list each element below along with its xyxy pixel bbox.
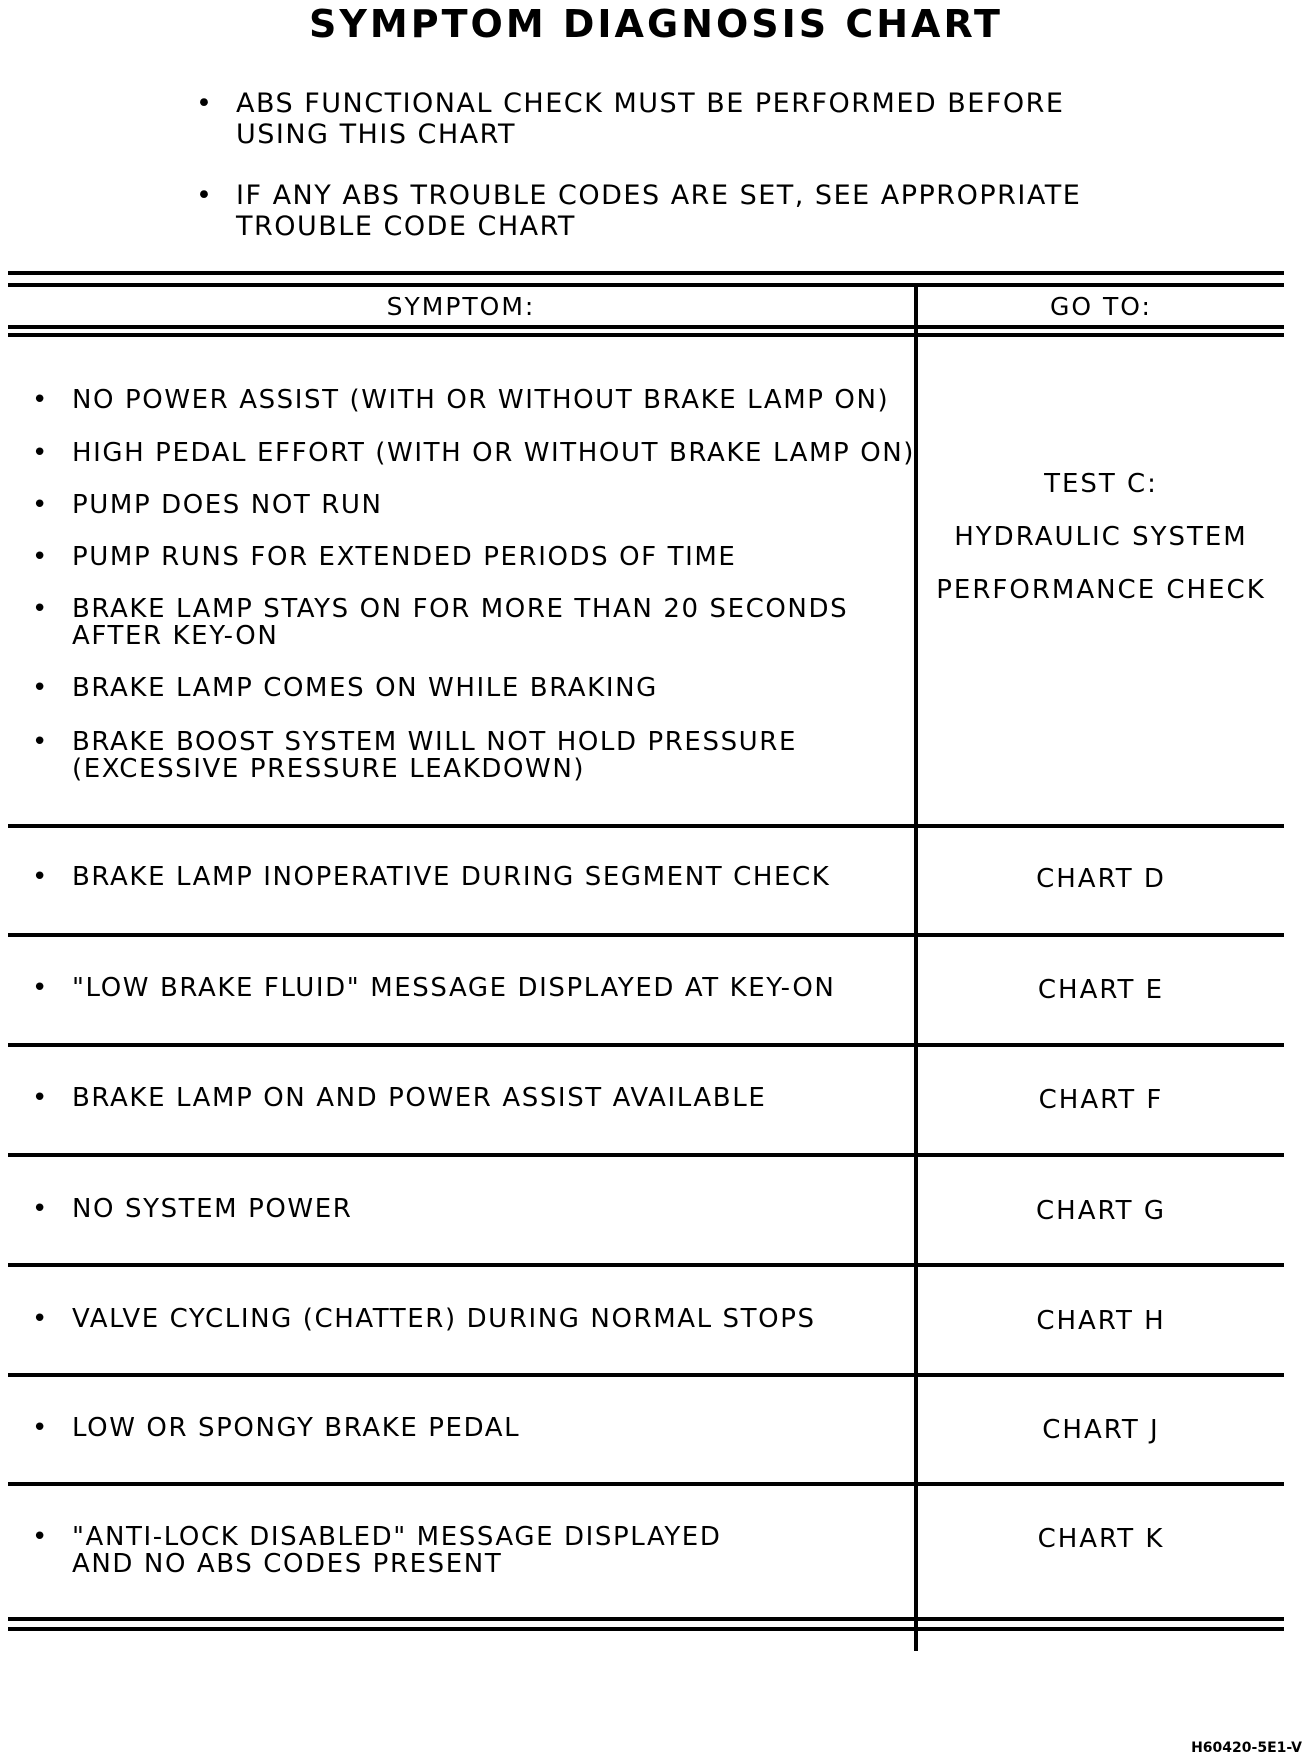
note-item <box>196 88 1081 150</box>
symptom-text: BRAKE LAMP COMES ON WHILE BRAKING <box>72 673 658 703</box>
row-divider <box>8 1482 1284 1486</box>
bullet-icon: • <box>32 542 49 572</box>
symptom-item <box>32 387 889 414</box>
bullet-icon: • <box>32 1304 49 1334</box>
goto-column-header: GO TO: <box>1050 292 1152 321</box>
row-divider <box>8 1263 1284 1267</box>
symptom-text: HIGH PEDAL EFFORT (WITH OR WITHOUT BRAKE LAMP ON) <box>72 438 916 468</box>
row-divider <box>8 1373 1284 1377</box>
bullet-icon: • <box>32 727 49 757</box>
symptom-item <box>32 544 736 571</box>
symptom-text: "ANTI-LOCK DISABLED" MESSAGE DISPLAYED AND NO ABS CODES PRESENT <box>72 1522 722 1579</box>
symptom-text: BRAKE BOOST SYSTEM WILL NOT HOLD PRESSURE (EXCESSIVE PRESSURE LEAKDOWN) <box>72 727 797 784</box>
symptom-item <box>32 675 658 702</box>
header-rule <box>8 325 1284 329</box>
bullet-icon: • <box>32 1413 49 1443</box>
bullet-icon: • <box>32 1083 49 1113</box>
note-text: ABS FUNCTIONAL CHECK MUST BE PERFORMED BEFORE USING THIS CHART <box>236 88 1065 150</box>
goto-chart: CHART D <box>1036 864 1166 894</box>
symptom-item <box>32 1196 352 1223</box>
table-top-rule <box>8 271 1284 275</box>
bullet-icon: • <box>196 88 214 119</box>
goto-line: PERFORMANCE CHECK <box>936 575 1266 605</box>
note-text: IF ANY ABS TROUBLE CODES ARE SET, SEE APPROPRIATE TROUBLE CODE CHART <box>236 180 1082 242</box>
figure-code: H60420-5E1-V <box>1191 1740 1302 1756</box>
symptom-text: NO SYSTEM POWER <box>72 1194 353 1224</box>
symptom-item <box>32 1524 721 1578</box>
bullet-icon: • <box>32 594 49 624</box>
symptom-item <box>32 596 848 650</box>
goto-line: TEST C: <box>1044 469 1158 499</box>
symptom-text: BRAKE LAMP INOPERATIVE DURING SEGMENT CHECK <box>72 862 831 892</box>
symptom-text: NO POWER ASSIST (WITH OR WITHOUT BRAKE LAMP ON) <box>72 385 890 415</box>
symptom-item <box>32 1085 766 1112</box>
goto-chart: CHART K <box>1037 1524 1165 1554</box>
bullet-icon: • <box>32 438 49 468</box>
bullet-icon: • <box>32 1194 49 1224</box>
symptom-item <box>32 1415 520 1442</box>
bullet-icon: • <box>32 490 49 520</box>
table-bottom-rule <box>8 1617 1284 1621</box>
symptom-text: VALVE CYCLING (CHATTER) DURING NORMAL STOPS <box>72 1304 816 1334</box>
precondition-notes <box>196 88 1081 272</box>
bullet-icon: • <box>196 180 214 211</box>
goto-chart: CHART G <box>1036 1196 1166 1226</box>
page-title: SYMPTOM DIAGNOSIS CHART <box>309 2 1003 46</box>
row-divider <box>8 824 1284 828</box>
symptom-text: BRAKE LAMP STAYS ON FOR MORE THAN 20 SECONDS AFTER KEY-ON <box>72 594 849 651</box>
symptom-item <box>32 975 835 1002</box>
symptom-text: "LOW BRAKE FLUID" MESSAGE DISPLAYED AT KEY-ON <box>72 973 836 1003</box>
bullet-icon: • <box>32 862 49 892</box>
symptom-text: LOW OR SPONGY BRAKE PEDAL <box>72 1413 521 1443</box>
bullet-icon: • <box>32 673 49 703</box>
symptom-item <box>32 729 797 783</box>
goto-line: HYDRAULIC SYSTEM <box>954 522 1248 552</box>
row-divider <box>8 1043 1284 1047</box>
goto-chart: CHART H <box>1036 1306 1166 1336</box>
symptom-item <box>32 440 915 467</box>
symptom-item <box>32 492 383 519</box>
symptom-text: BRAKE LAMP ON AND POWER ASSIST AVAILABLE <box>72 1083 767 1113</box>
goto-chart: CHART F <box>1038 1085 1164 1115</box>
symptom-text: PUMP RUNS FOR EXTENDED PERIODS OF TIME <box>72 542 737 572</box>
note-item <box>196 180 1081 242</box>
goto-chart: CHART J <box>1042 1415 1160 1445</box>
goto-chart: CHART E <box>1037 975 1165 1005</box>
symptom-column-header: SYMPTOM: <box>386 292 536 321</box>
symptom-item <box>32 1306 816 1333</box>
table-bottom-rule <box>8 1627 1284 1631</box>
table-top-rule <box>8 283 1284 287</box>
row-divider <box>8 1153 1284 1157</box>
header-rule <box>8 333 1284 337</box>
goto-test-c <box>918 458 1284 617</box>
row-divider <box>8 933 1284 937</box>
bullet-icon: • <box>32 1522 49 1552</box>
symptom-item <box>32 864 830 891</box>
bullet-icon: • <box>32 385 49 415</box>
bullet-icon: • <box>32 973 49 1003</box>
symptom-text: PUMP DOES NOT RUN <box>72 490 383 520</box>
